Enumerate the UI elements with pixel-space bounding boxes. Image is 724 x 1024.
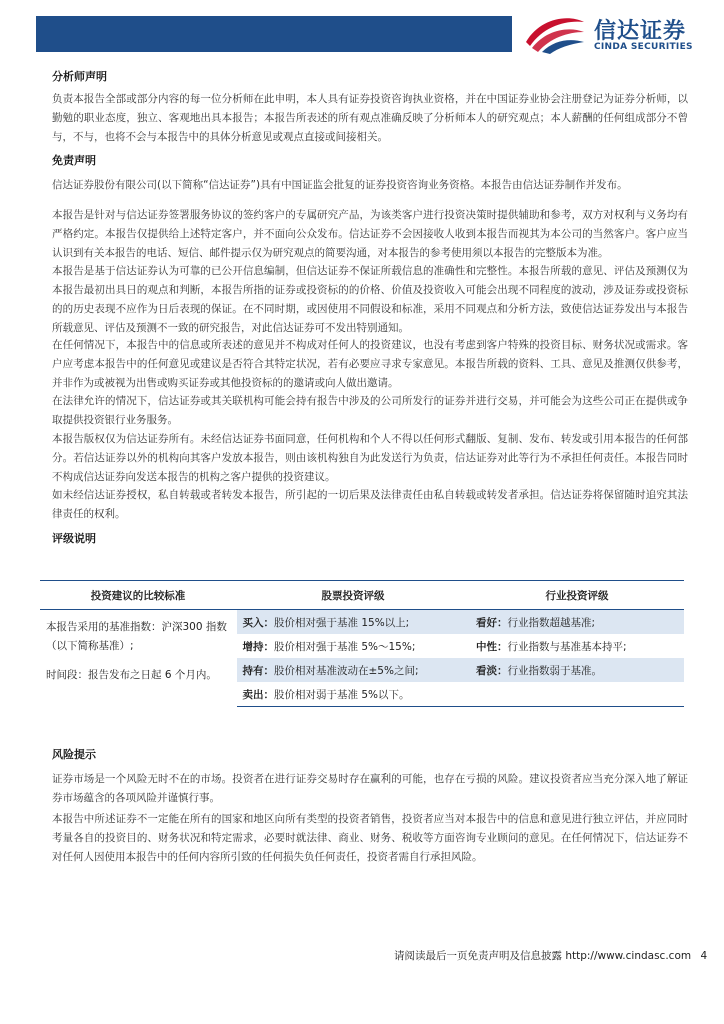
- stock-rating-buy: [236, 610, 470, 635]
- header-bar: [36, 16, 512, 52]
- analyst-statement-text: 负责本报告全部或部分内容的每一位分析师在此申明，本人具有证券投资咨询执业资格，并在中国证券业协会注册登记为证券分析师，以勤勉的职业态度，独立、客观地出具本报告；本报告所表述的所有观点准确反映了分析师本人的研究观点；本人薪酬的任何组成部分不曾与，不与，也将不会与本报告中的具体分析意见或观点直接或间接相关。: [52, 93, 688, 143]
- rating-desc: 行业指数与基准基本持平;: [507, 640, 627, 653]
- disclaimer-paragraph: 本报告是基于信达证券认为可靠的已公开信息编制，但信达证券不保证所载信息的准确性和完整性。本报告所载的意见、评估及预测仅为本报告最初出具日的观点和判断，本报告所指的证券或投资标的的价格、价值及投资收入可能会出现不同程度的波动，涉及证券或投资标的的历史表现不应作为日后表现的保证。在不同时期，或因使用不同假设和标准，采用不同观点和分析方法，致使信达证券发出与本报告所载意见、评估及预测不一致的研究报告，对此信达证券可不发出特别通知。: [52, 265, 688, 334]
- industry-rating-negative: [470, 658, 684, 682]
- footer-text: 请阅读最后一页免责声明及信息披露 http://www.cindasc.com: [394, 950, 692, 962]
- analyst-statement-title: 分析师声明: [52, 70, 107, 83]
- rating-desc: 股价相对强于基准 5%～15%;: [274, 640, 416, 653]
- disclaimer-paragraph: 在法律允许的情况下，信达证券或其关联机构可能会持有报告中涉及的公司所发行的证券并进行交易，并可能会为这些公司正在提供或争取提供投资银行业务服务。: [52, 395, 688, 426]
- page-footer: [394, 948, 707, 963]
- rating-label: 看淡：: [476, 664, 508, 677]
- rating-desc: 股价相对强于基准 15%以上;: [274, 616, 410, 629]
- disclaimer-title: 免责声明: [52, 154, 96, 167]
- stock-rating-overweight: [236, 634, 470, 658]
- disclaimer-paragraph: 信达证券股份有限公司(以下简称“信达证券”)具有中国证监会批复的证券投资咨询业务资格。本报告由信达证券制作并发布。: [52, 179, 628, 191]
- rating-label: 持有：: [242, 664, 274, 677]
- time-period-text: 时间段：报告发布之日起 6 个月内。: [46, 669, 217, 681]
- benchmark-index-text: 本报告采用的基准指数：沪深300 指数（以下简称基准）;: [46, 621, 227, 652]
- industry-rating-neutral: [470, 634, 684, 658]
- rating-desc: 股价相对基准波动在±5%之间;: [274, 664, 419, 677]
- page-number: 4: [700, 950, 708, 962]
- cinda-swoosh-icon: [522, 12, 588, 56]
- header-benchmark: 投资建议的比较标准: [40, 581, 236, 610]
- header-stock-rating: 股票投资评级: [236, 581, 470, 610]
- disclaimer-paragraph: 本报告是针对与信达证券签署服务协议的签约客户的专属研究产品，为该类客户进行投资决策时提供辅助和参考，双方对权利与义务均有严格约定。本报告仅提供给上述特定客户，并不面向公众发布。信达证券不会因接收人收到本报告而视其为本公司的当然客户。客户应当认识到有关本报告的电话、短信、邮件提示仅为研究观点的简要沟通，对本报告的参考使用须以本报告的完整版本为准。: [52, 209, 688, 259]
- risk-paragraph: 证券市场是一个风险无时不在的市场。投资者在进行证券交易时存在赢利的可能，也存在亏损的风险。建议投资者应当充分深入地了解证券市场蕴含的各项风险并谨慎行事。: [52, 773, 688, 804]
- rating-title: 评级说明: [52, 532, 96, 545]
- header-industry-rating: 行业投资评级: [470, 581, 684, 610]
- cinda-logo: [522, 12, 702, 56]
- benchmark-cell: [40, 610, 236, 707]
- rating-table: [40, 580, 684, 707]
- rating-table-header: [40, 581, 684, 610]
- rating-desc: 股价相对弱于基准 5%以下。: [274, 688, 410, 701]
- rating-label: 中性：: [476, 640, 508, 653]
- logo-chinese-name: 信达证券: [594, 19, 687, 44]
- table-row: [40, 610, 684, 635]
- industry-rating-empty: [470, 682, 684, 707]
- rating-label: 卖出：: [242, 688, 274, 701]
- rating-label: 看好：: [476, 616, 508, 629]
- disclaimer-paragraph: 在任何情况下，本报告中的信息或所表述的意见并不构成对任何人的投资建议，也没有考虑到客户特殊的投资目标、财务状况或需求。客户应考虑本报告中的任何意见或建议是否符合其特定状况，若有必要应寻求专家意见。本报告所载的资料、工具、意见及推测仅供参考，并非作为或被视为出售或购买证券或其他投资标的的邀请或向人做出邀请。: [52, 339, 688, 389]
- rating-label: 增持：: [242, 640, 274, 653]
- rating-desc: 行业指数超越基准;: [507, 616, 596, 629]
- disclaimer-paragraph: 本报告版权仅为信达证券所有。未经信达证券书面同意，任何机构和个人不得以任何形式翻版、复制、发布、转发或引用本报告的任何部分。若信达证券以外的机构向其客户发放本报告，则由该机构独自为此发送行为负责，信达证券对此等行为不承担任何责任。本报告同时不构成信达证券向发送本报告的机构之客户提供的投资建议。: [52, 433, 688, 483]
- risk-title: 风险提示: [52, 748, 96, 761]
- disclaimer-paragraph: 如未经信达证券授权，私自转载或者转发本报告，所引起的一切后果及法律责任由私自转载或转发者承担。信达证券将保留随时追究其法律责任的权利。: [52, 489, 688, 520]
- logo-english-name: CINDA SECURITIES: [594, 42, 693, 52]
- rating-label: 买入：: [242, 616, 274, 629]
- rating-desc: 行业指数弱于基准。: [507, 664, 602, 677]
- risk-paragraph: 本报告中所述证券不一定能在所有的国家和地区向所有类型的投资者销售，投资者应当对本报告中的信息和意见进行独立评估，并应同时考量各自的投资目的、财务状况和特定需求，必要时就法律、商业、财务、税收等方面咨询专业顾问的意见。在任何情况下，信达证券不对任何人因使用本报告中的任何内容所引致的任何损失负任何责任，投资者需自行承担风险。: [52, 813, 688, 863]
- stock-rating-hold: [236, 658, 470, 682]
- industry-rating-positive: [470, 610, 684, 635]
- stock-rating-sell: [236, 682, 470, 707]
